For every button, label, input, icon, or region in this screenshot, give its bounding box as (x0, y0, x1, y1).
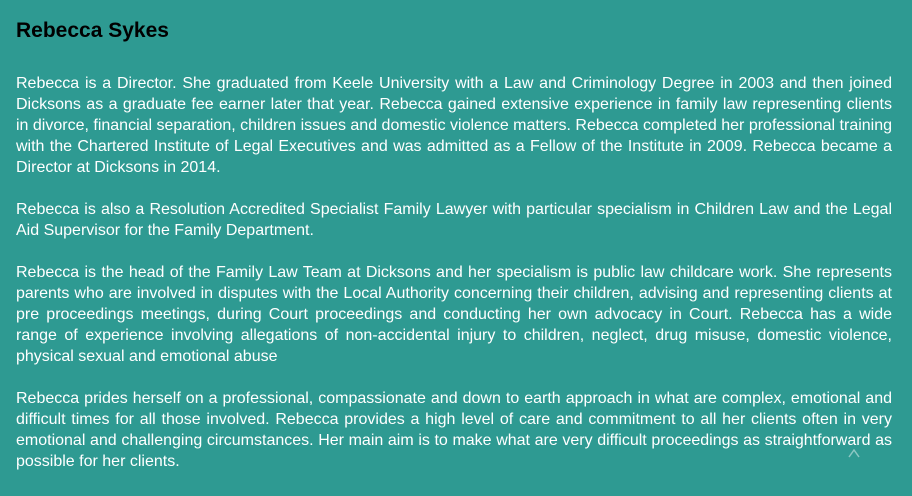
bio-paragraph-2: Rebecca is also a Resolution Accredited Specialist Family Lawyer with particular specialism in Children Law and the Legal Aid Supervisor for the Family Department. (16, 201, 892, 239)
bio-paragraph-4: Rebecca prides herself on a professional, compassionate and down to earth approach in what are complex, emotional and difficult times for all those involved. Rebecca provides a high level of care and commitment to all her clients often in very emotional and challenging circumstances. Her main aim is to make what are very difficult proceedings as straightforward as possible for her clients. (16, 390, 892, 470)
profile-name-heading: Rebecca Sykes (16, 19, 169, 42)
bio-paragraph-1: Rebecca is a Director. She graduated from Keele University with a Law and Criminology Degree in 2003 and then joined Dicksons as a graduate fee earner later that year. Rebecca gained extensive experience in family law representing clients in divorce, financial separation, children issues and domestic violence matters. Rebecca completed her professional training with the Chartered Institute of Legal Executives and was admitted as a Fellow of the Institute in 2009. Rebecca became a Director at Dicksons in 2014. (16, 75, 893, 176)
profile-panel (16, 18, 892, 472)
scroll-to-top-icon[interactable] (848, 446, 860, 458)
bio-paragraph-3: Rebecca is the head of the Family Law Team at Dicksons and her specialism is public law childcare work. She represents parents who are involved in disputes with the Local Authority concerning their children, advising and representing clients at pre proceedings meetings, during Court proceedings and conducting her own advocacy in Court. Rebecca has a wide range of experience involving allegations of non-accidental injury to children, neglect, drug misuse, domestic violence, physical sexual and emotional abuse (16, 264, 892, 365)
profile-bio (16, 73, 892, 472)
